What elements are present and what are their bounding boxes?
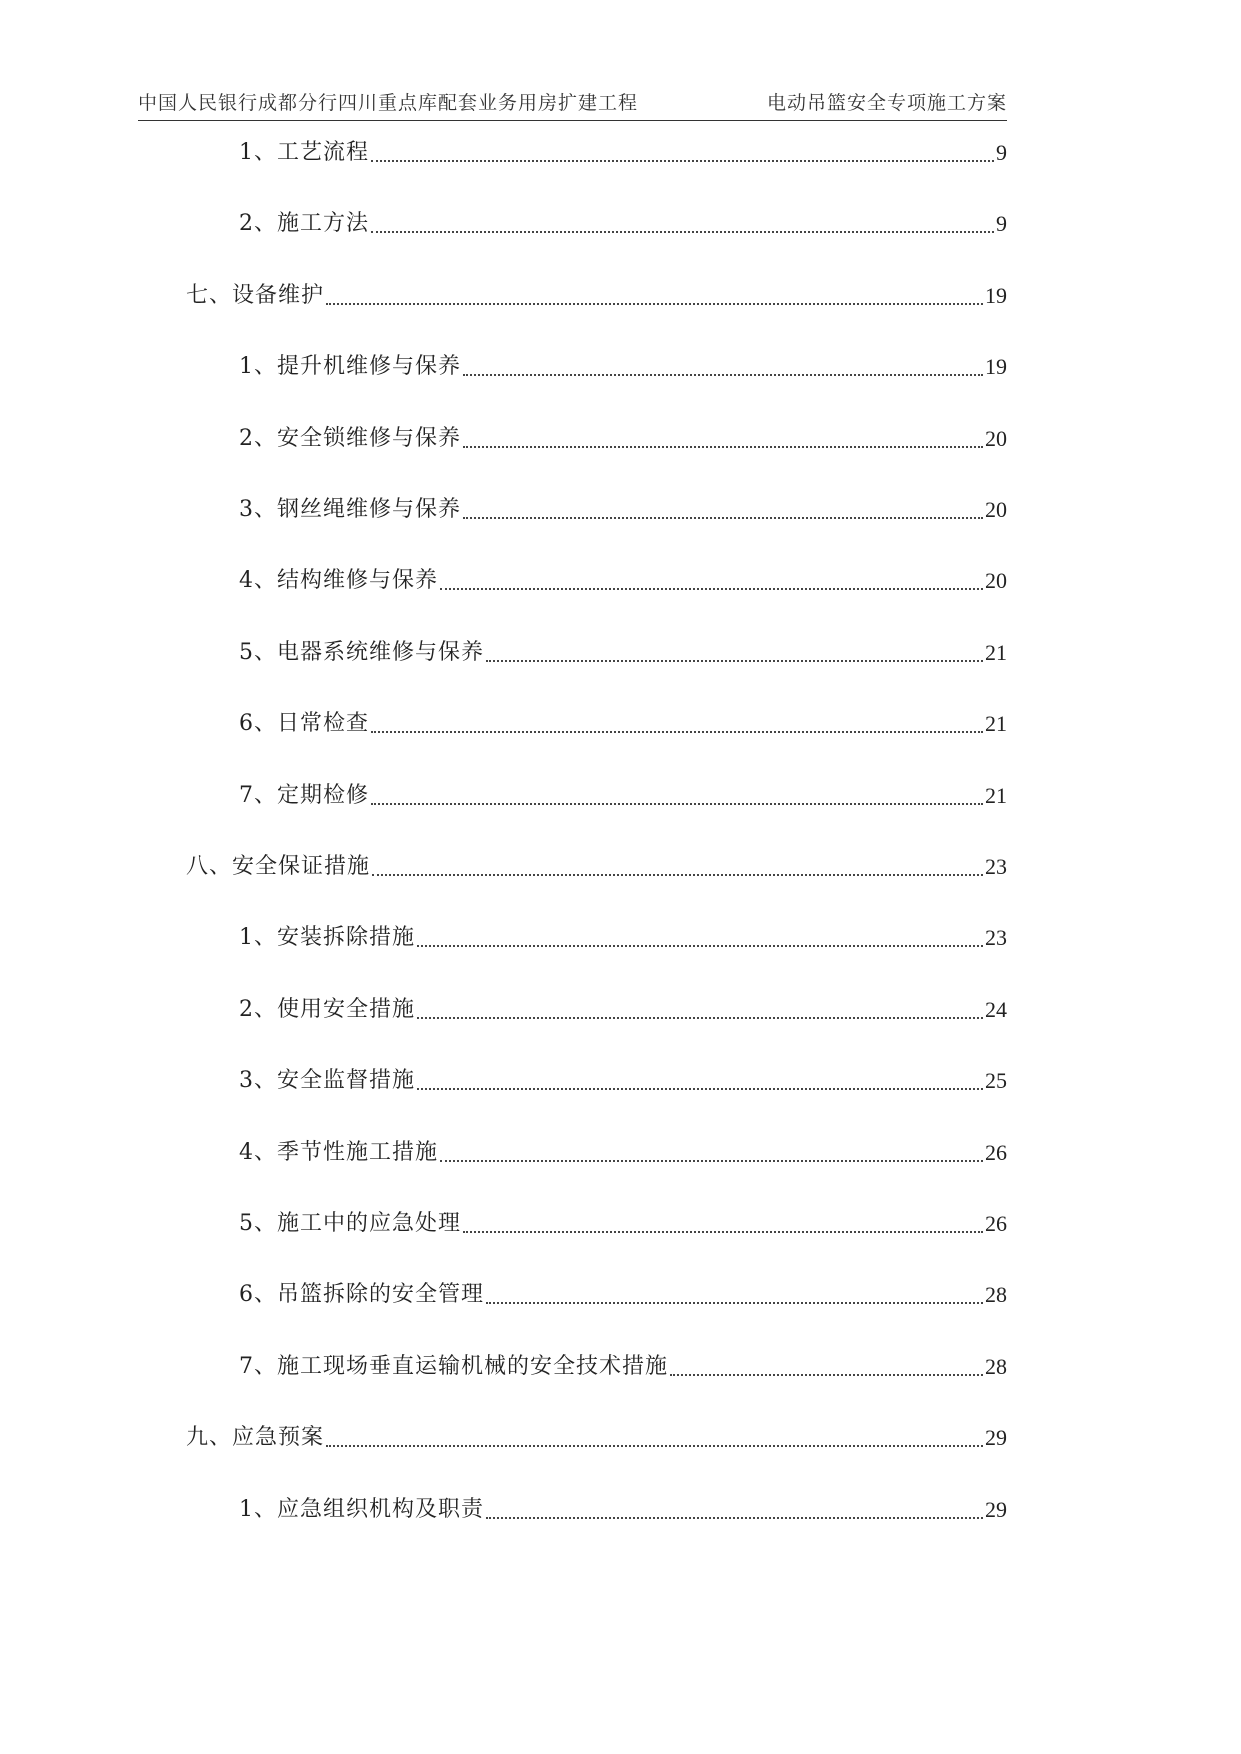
toc-page-number: 26 <box>985 1211 1007 1236</box>
toc-dot-leader <box>463 1207 983 1241</box>
toc-dot-leader <box>417 921 983 955</box>
toc-page-number: 20 <box>985 497 1007 522</box>
toc-entry-title: 八、安全保证措施 <box>186 854 371 879</box>
toc-dot-leader <box>372 850 983 884</box>
toc-page-number: 24 <box>985 997 1007 1022</box>
toc-subsection-entry[interactable] <box>239 1136 1007 1170</box>
toc-dot-leader <box>670 1350 983 1384</box>
toc-page-number: 9 <box>996 140 1007 165</box>
toc-page-number: 25 <box>985 1068 1007 1093</box>
toc-page-number: 21 <box>985 783 1007 808</box>
toc-dot-leader <box>417 993 983 1027</box>
toc-page-number: 28 <box>985 1282 1007 1307</box>
toc-page-number: 9 <box>996 211 1007 236</box>
toc-subsection-entry[interactable] <box>239 1278 1007 1312</box>
toc-dot-leader <box>326 1421 983 1455</box>
toc-subsection-entry[interactable] <box>239 707 1007 741</box>
toc-page-number: 23 <box>985 854 1007 879</box>
toc-dot-leader <box>463 350 983 384</box>
toc-subsection-entry[interactable] <box>239 993 1007 1027</box>
toc-dot-leader <box>371 707 983 741</box>
toc-entry-title: 2、安全锁维修与保养 <box>239 426 461 451</box>
toc-subsection-entry[interactable] <box>239 207 1007 241</box>
toc-dot-leader <box>440 1136 983 1170</box>
toc-dot-leader <box>486 1278 983 1312</box>
toc-dot-leader <box>326 279 983 313</box>
toc-subsection-entry[interactable] <box>239 422 1007 456</box>
toc-subsection-entry[interactable] <box>239 136 1007 170</box>
toc-entry-title: 7、定期检修 <box>239 783 369 808</box>
header-document-title: 电动吊篮安全专项施工方案 <box>766 92 1007 114</box>
header-project-title: 中国人民银行成都分行四川重点库配套业务用房扩建工程 <box>138 92 639 114</box>
toc-page-number: 29 <box>985 1497 1007 1522</box>
toc-entry-title: 5、电器系统维修与保养 <box>239 640 484 665</box>
toc-entry-title: 1、应急组织机构及职责 <box>239 1497 484 1522</box>
toc-entry-title: 7、施工现场垂直运输机械的安全技术措施 <box>239 1354 668 1379</box>
toc-section-entry[interactable] <box>186 279 1007 313</box>
toc-page-number: 28 <box>985 1354 1007 1379</box>
toc-entry-title: 七、设备维护 <box>186 283 325 308</box>
toc-entry-title: 1、提升机维修与保养 <box>239 354 461 379</box>
toc-page-number: 19 <box>985 354 1007 379</box>
toc-dot-leader <box>371 207 994 241</box>
toc-page-number: 20 <box>985 568 1007 593</box>
toc-dot-leader <box>440 564 983 598</box>
toc-subsection-entry[interactable] <box>239 636 1007 670</box>
toc-entry-title: 6、吊篮拆除的安全管理 <box>239 1282 484 1307</box>
toc-dot-leader <box>486 1493 983 1527</box>
toc-page-number: 29 <box>985 1425 1007 1450</box>
toc-subsection-entry[interactable] <box>239 1064 1007 1098</box>
toc-entry-title: 2、使用安全措施 <box>239 997 415 1022</box>
toc-subsection-entry[interactable] <box>239 921 1007 955</box>
toc-entry-title: 4、季节性施工措施 <box>239 1140 438 1165</box>
toc-page-number: 21 <box>985 640 1007 665</box>
toc-section-entry[interactable] <box>186 850 1007 884</box>
toc-dot-leader <box>463 422 983 456</box>
toc-dot-leader <box>417 1064 983 1098</box>
toc-subsection-entry[interactable] <box>239 1493 1007 1527</box>
toc-page-number: 20 <box>985 426 1007 451</box>
toc-dot-leader <box>463 493 983 527</box>
toc-entry-title: 1、工艺流程 <box>239 140 369 165</box>
toc-subsection-entry[interactable] <box>239 779 1007 813</box>
toc-entry-title: 1、安装拆除措施 <box>239 925 415 950</box>
toc-entry-title: 4、结构维修与保养 <box>239 568 438 593</box>
toc-dot-leader <box>371 779 983 813</box>
toc-subsection-entry[interactable] <box>239 564 1007 598</box>
toc-dot-leader <box>486 636 983 670</box>
toc-page-number: 21 <box>985 711 1007 736</box>
toc-entry-title: 九、应急预案 <box>186 1425 325 1450</box>
toc-entry-title: 3、安全监督措施 <box>239 1068 415 1093</box>
toc-subsection-entry[interactable] <box>239 493 1007 527</box>
toc-section-entry[interactable] <box>186 1421 1007 1455</box>
toc-page-number: 23 <box>985 925 1007 950</box>
toc-subsection-entry[interactable] <box>239 1207 1007 1241</box>
toc-subsection-entry[interactable] <box>239 1350 1007 1384</box>
toc-entry-title: 3、钢丝绳维修与保养 <box>239 497 461 522</box>
toc-entry-title: 2、施工方法 <box>239 211 369 236</box>
toc-page-number: 19 <box>985 283 1007 308</box>
toc-entry-title: 5、施工中的应急处理 <box>239 1211 461 1236</box>
toc-dot-leader <box>371 136 994 170</box>
toc-subsection-entry[interactable] <box>239 350 1007 384</box>
toc-page-number: 26 <box>985 1140 1007 1165</box>
toc-entry-title: 6、日常检查 <box>239 711 369 736</box>
